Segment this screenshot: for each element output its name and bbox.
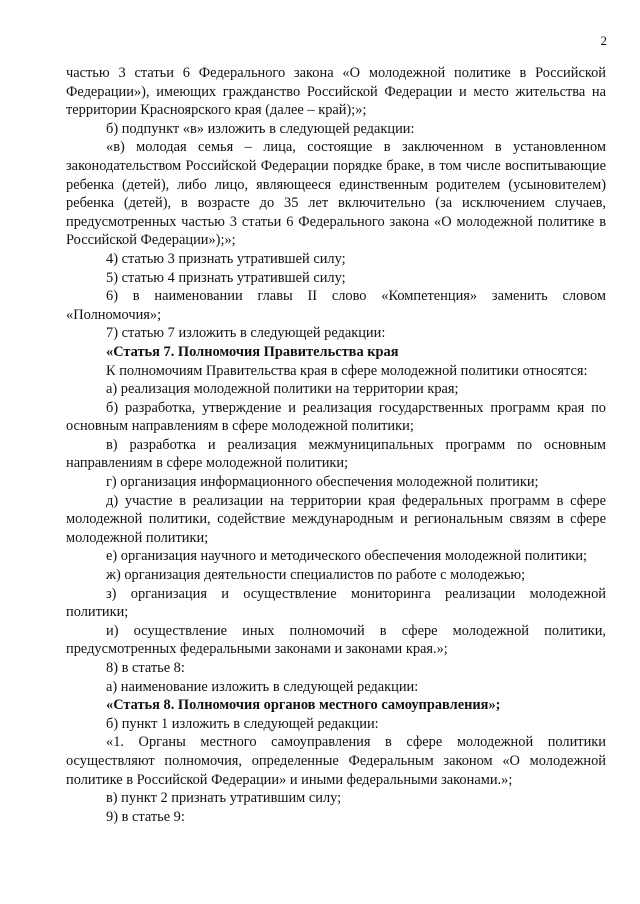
paragraph: б) разработка, утверждение и реализация государственных программ края по основным направлениям в сфере молодежной политики; — [66, 399, 606, 435]
paragraph: б) подпункт «в» изложить в следующей редакции: — [106, 120, 415, 137]
paragraph: «1. Органы местного самоуправления в сфере молодежной политики осуществляют полномочия, определенные Федеральным законом «О молодежной политике в Российской Федерации» и иными федеральными законами.»; — [66, 734, 606, 788]
paragraph: в) разработка и реализация межмуниципальных программ по основным направлениям в сфере молодежной политики; — [66, 436, 606, 472]
paragraph: в) пункт 2 признать утратившим силу; — [106, 790, 342, 807]
paragraph: д) участие в реализации на территории края федеральных программ в сфере молодежной политики, содействие международным и региональным связям в сфере молодежной политики; — [66, 492, 606, 546]
paragraph: б) пункт 1 изложить в следующей редакции: — [106, 715, 379, 732]
paragraph: з) организация и осуществление мониторинга реализации молодежной политики; — [66, 585, 606, 621]
page-number: 2 — [600, 33, 607, 48]
document-body — [66, 64, 606, 826]
paragraph: 4) статью 3 признать утратившей силу; — [106, 250, 346, 267]
paragraph: частью 3 статьи 6 Федерального закона «О молодежной политике в Российской Федерации»), имеющих гражданство Российской Федерации и место жительства на территории Красноярского края (далее – край);»; — [66, 65, 606, 119]
article-heading: «Статья 7. Полномочия Правительства края — [106, 343, 399, 360]
paragraph: «в) молодая семья – лица, состоящие в заключенном в установленном законодательством Российской Федерации порядке браке, в том числе воспитывающие ребенка (детей), либо лицо, являющееся единственным родителем (усыновителем) ребенка (детей), в возрасте до 35 лет включительно (за исключением случаев, предусмотренных частью 3 статьи 6 Федерального закона «О молодежной политике в Российской Федерации»);»; — [66, 139, 606, 249]
paragraph: г) организация информационного обеспечения молодежной политики; — [106, 474, 539, 491]
article-heading: «Статья 8. Полномочия органов местного самоуправления»; — [106, 697, 501, 714]
paragraph: 8) в статье 8: — [106, 660, 185, 676]
paragraph: и) осуществление иных полномочий в сфере молодежной политики, предусмотренных федеральными законами и законами края.»; — [66, 622, 606, 658]
paragraph: е) организация научного и методического обеспечения молодежной политики; — [106, 548, 588, 565]
paragraph: а) реализация молодежной политики на территории края; — [106, 381, 459, 398]
paragraph: а) наименование изложить в следующей редакции: — [106, 678, 419, 695]
paragraph: 9) в статье 9: — [106, 808, 185, 825]
paragraph: К полномочиям Правительства края в сфере молодежной политики относятся: — [106, 362, 588, 379]
paragraph: 5) статью 4 признать утратившей силу; — [106, 269, 346, 286]
paragraph: 7) статью 7 изложить в следующей редакции: — [106, 325, 386, 342]
paragraph: 6) в наименовании главы II слово «Компетенция» заменить словом «Полномочия»; — [66, 288, 606, 323]
paragraph: ж) организация деятельности специалистов по работе с молодежью; — [106, 567, 526, 584]
